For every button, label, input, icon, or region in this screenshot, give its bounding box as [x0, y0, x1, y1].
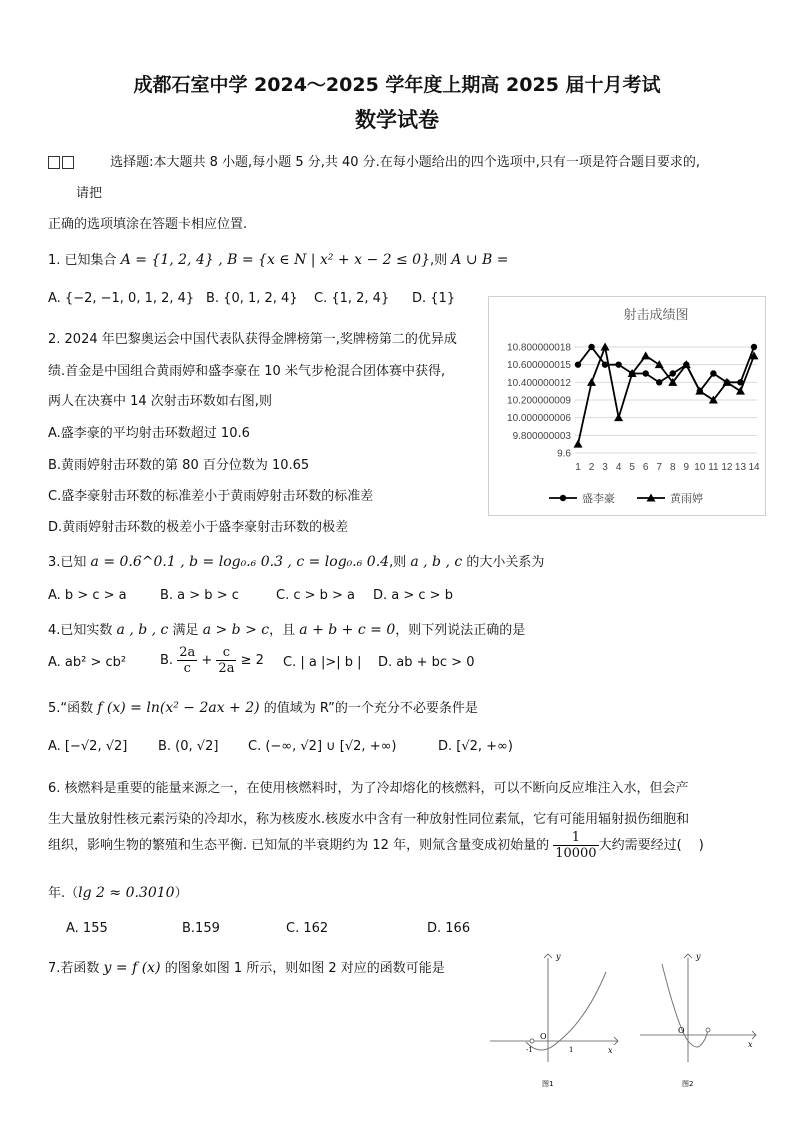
point-marker	[706, 1028, 710, 1032]
x-tick-label: 1	[575, 462, 581, 473]
y-tick-label: 10.200000009	[507, 395, 571, 407]
y-tick-label: 9.800000003	[512, 430, 571, 442]
x-tick-label: 9	[683, 462, 690, 473]
q2-option-d: D.黄雨婷射击环数的极差小于盛李豪射击环数的极差	[48, 520, 349, 535]
q3-option-c: C. c > b > a	[276, 588, 356, 603]
chart-title: 射击成绩图	[623, 307, 689, 322]
data-point	[614, 413, 623, 421]
q5-option-a: A. [−√2, √2]	[48, 739, 128, 754]
page-subtitle: 数学试卷	[355, 108, 439, 132]
x-tick-label: 12	[721, 462, 733, 473]
curve-g	[662, 964, 708, 1047]
chart-svg	[489, 297, 765, 515]
question-4-stem: 4.已知实数 a , b , c 满足 a > b > c，且 a + b + c = 0，则下列说法正确的是	[48, 622, 526, 638]
x-tick-label: 3	[602, 462, 608, 473]
question-2-stem-3: 两人在决赛中 14 次射击环数如右图,则	[48, 394, 272, 409]
data-point	[615, 361, 621, 367]
tick-label: -1	[526, 1046, 533, 1054]
figure-caption: 图1	[542, 1080, 554, 1088]
q5-option-d: D. [√2, +∞)	[438, 739, 513, 754]
q1-option-d: D. {1}	[412, 291, 456, 306]
data-point	[656, 379, 662, 385]
q3-option-d: D. a > c > b	[373, 588, 453, 603]
q1-option-a: A. {−2, −1, 0, 1, 2, 4}	[48, 291, 195, 306]
fraction: $\frac{c}{2a}$	[218, 645, 235, 676]
q2-option-b: B.黄雨婷射击环数的第 80 百分位数为 10.65	[48, 458, 310, 473]
axis-label-x: x	[748, 1040, 753, 1049]
question-6-line-2: 生大量放射性核元素污染的冷却水，称为核废水.核废水中含有一种放射性同位素氚，它有可能用辐射损伤细胞和	[48, 812, 690, 827]
data-point	[655, 360, 664, 368]
axis-label-x: x	[608, 1046, 613, 1055]
data-point	[641, 351, 650, 359]
q1-option-b: B. {0, 1, 2, 4}	[206, 291, 298, 306]
figure-2	[634, 950, 774, 1090]
question-3-stem: 3.已知 a = 0.6^0.1 , b = log₀.₆ 0.3 , c = log₀.₆ 0.4,则 a , b , c 的大小关系为	[48, 554, 545, 570]
x-tick-label: 8	[669, 462, 676, 473]
question-2-stem-1: 2. 2024 年巴黎奥运会中国代表队获得金牌榜第一,奖牌榜第二的优异成	[48, 332, 457, 347]
shooting-score-chart	[488, 296, 766, 516]
fraction: $\frac{1}{10000}$	[555, 830, 597, 861]
x-tick-label: 7	[656, 462, 663, 473]
origin-label: O	[678, 1026, 685, 1035]
section-intro-cont: 请把	[76, 186, 103, 201]
question-7-stem: 7.若函数 y = f (x) 的图象如图 1 所示，则如图 2 对应的函数可能是	[48, 960, 445, 976]
data-point	[710, 370, 716, 376]
q4-option-d: D. ab + bc > 0	[378, 655, 475, 670]
x-tick-label: 14	[748, 462, 760, 473]
x-tick-label: 13	[734, 462, 747, 473]
legend-marker	[560, 495, 566, 501]
data-point	[574, 440, 583, 448]
section-intro: 选择题:本大题共 8 小题,每小题 5 分,共 40 分.在每小题给出的四个选项中,只有一项是符合题目要求的,	[48, 151, 700, 170]
y-tick-label: 10.600000015	[507, 360, 571, 372]
q3-option-b: B. a > b > c	[160, 588, 239, 603]
q5-option-c: C. (−∞, √2] ∪ [√2, +∞)	[248, 739, 397, 754]
y-tick-label: 10.800000018	[507, 342, 571, 354]
x-tick-label: 10	[694, 462, 706, 473]
data-point	[575, 361, 581, 367]
x-tick-label: 5	[629, 462, 635, 473]
origin-label: O	[540, 1032, 547, 1041]
question-1-stem: 1. 已知集合 A = {1, 2, 4} , B = {x ∈ N | x² + x − 2 ≤ 0},则 A ∪ B =	[48, 252, 509, 268]
x-tick-label: 6	[642, 462, 649, 473]
missing-glyph-icon	[62, 156, 74, 169]
q6-option-b: B.159	[182, 921, 220, 936]
q3-option-a: A. b > c > a	[48, 588, 127, 603]
q4-option-a: A. ab² > cb²	[48, 655, 127, 670]
curve-f	[526, 972, 606, 1050]
y-arrow-icon	[684, 954, 692, 958]
data-point	[588, 344, 594, 350]
data-point	[751, 344, 757, 350]
figure-1	[486, 950, 626, 1090]
q4-option-b: B. $\frac{2a}{c}$ + $\frac{c}{2a}$ ≥ 2	[160, 645, 264, 676]
legend-label: 盛李豪	[582, 492, 615, 505]
question-2-stem-2: 绩.首金是中国组合黄雨婷和盛李豪在 10 米气步枪混合团体赛中获得,	[48, 364, 446, 379]
q2-option-a: A.盛李豪的平均射击环数超过 10.6	[48, 426, 250, 441]
q4-option-c: C. | a |>| b |	[283, 655, 362, 670]
axis-label-y: y	[556, 952, 561, 961]
y-tick-label: 10.400000012	[507, 377, 571, 389]
question-6-line-1: 6. 核燃料是重要的能量来源之一，在使用核燃料时，为了冷却熔化的核燃料，可以不断向反应堆注入水，但会产	[48, 781, 689, 796]
legend-label: 黄雨婷	[670, 492, 703, 505]
x-tick-label: 4	[615, 462, 622, 473]
figure-caption: 图2	[682, 1080, 694, 1088]
q6-option-a: A. 155	[66, 921, 108, 936]
question-5-stem: 5.“函数 f (x) = ln(x² − 2ax + 2) 的值域为 R”的一个充分不必要条件是	[48, 700, 478, 716]
y-tick-label: 10.000000006	[507, 413, 571, 425]
axis-label-y: y	[696, 952, 701, 961]
x-tick-label: 2	[588, 462, 595, 473]
x-tick-label: 11	[708, 462, 719, 473]
missing-glyph-icon	[48, 156, 60, 169]
q6-option-d: D. 166	[427, 921, 471, 936]
y-tick-label: 9.6	[557, 448, 571, 460]
page-title: 成都石室中学 2024～2025 学年度上期高 2025 届十月考试	[133, 74, 661, 96]
data-point	[642, 370, 648, 376]
q1-option-c: C. {1, 2, 4}	[314, 291, 390, 306]
point-marker	[530, 1039, 534, 1043]
q5-option-b: B. (0, √2]	[158, 739, 219, 754]
question-6-line-3: 组织，影响生物的繁殖和生态平衡. 已知氚的半衰期约为 12 年，则氚含量变成初始量的 $\frac{1}{10000}$ 大约需要经过( )	[48, 830, 704, 861]
data-point	[670, 370, 676, 376]
section-intro-end: 正确的选项填涂在答题卡相应位置.	[48, 217, 248, 232]
fraction: $\frac{2a}{c}$	[179, 645, 196, 676]
data-point	[736, 387, 745, 395]
question-6-line-4: 年.（lg 2 ≈ 0.3010）	[48, 885, 188, 901]
q2-option-c: C.盛李豪射击环数的标准差小于黄雨婷射击环数的标准差	[48, 489, 374, 504]
q6-option-c: C. 162	[286, 921, 329, 936]
y-arrow-icon	[544, 954, 552, 958]
tick-label: 1	[569, 1046, 574, 1054]
